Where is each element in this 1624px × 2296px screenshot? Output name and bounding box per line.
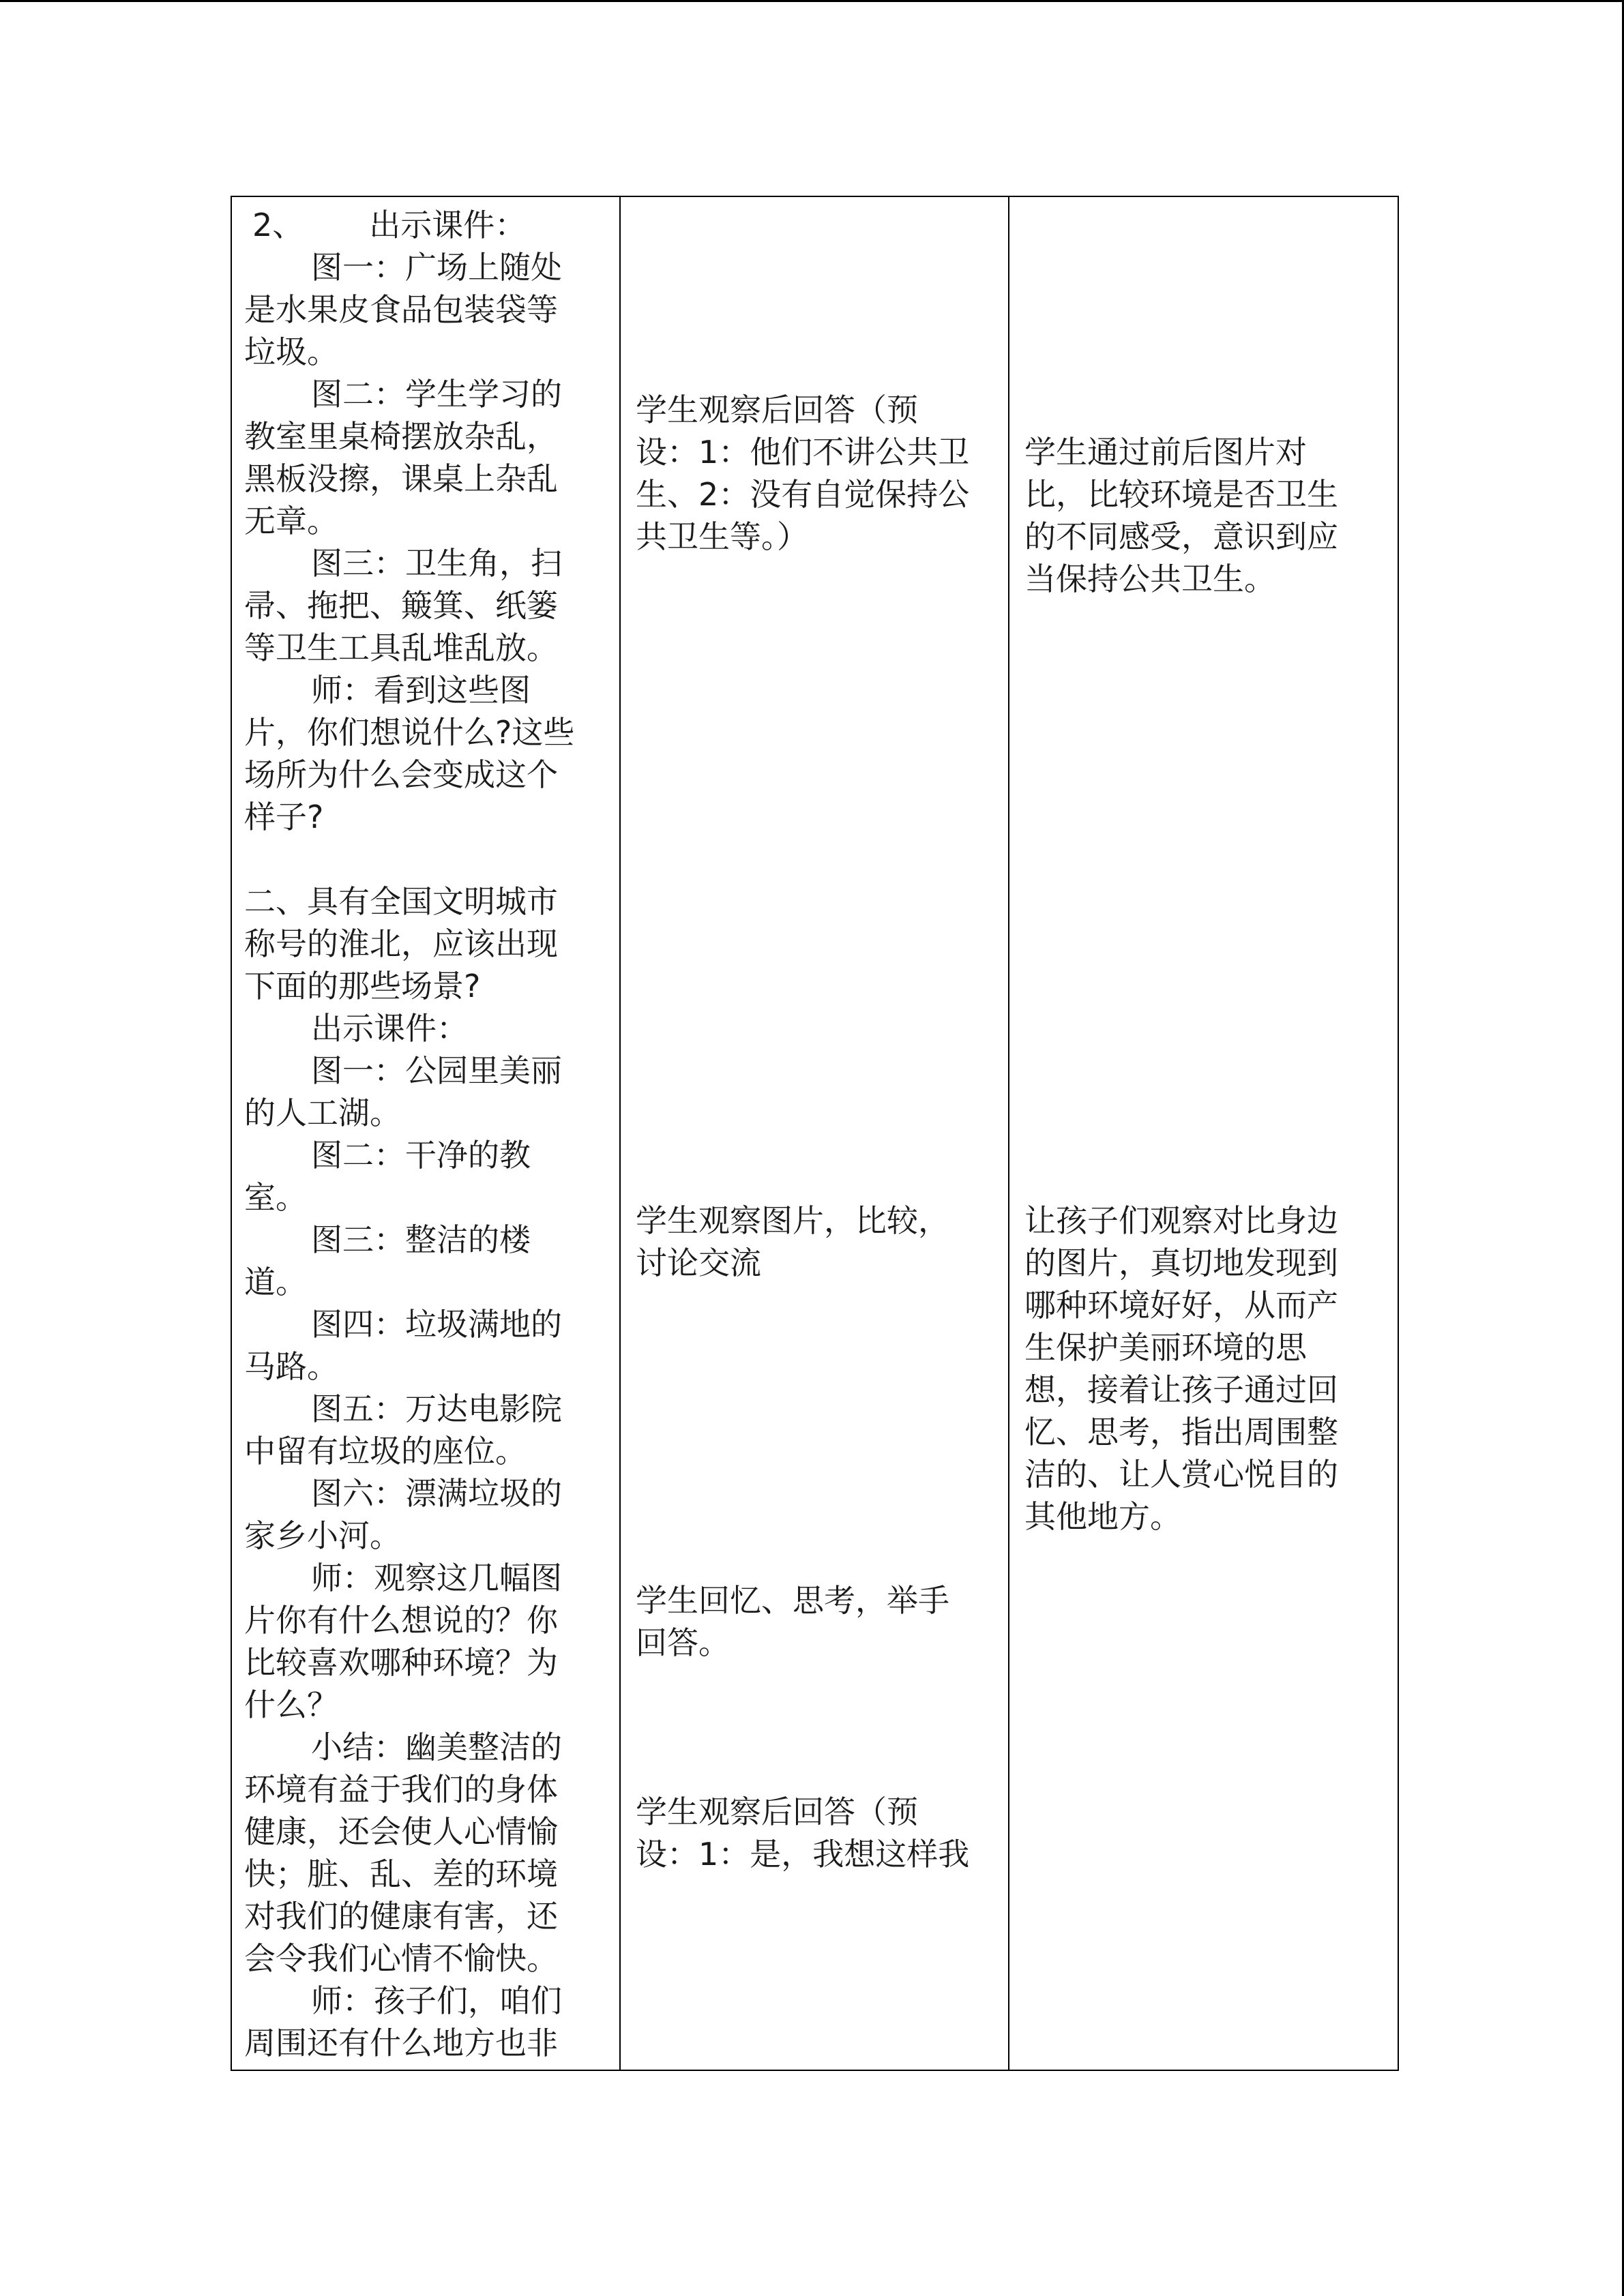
text-line: 的图片，真切地发现到 bbox=[1024, 1244, 1338, 1281]
text-line: 周围还有什么地方也非 bbox=[244, 2025, 558, 2061]
text-line: 的人工湖。 bbox=[244, 1094, 401, 1131]
paragraph-start-line: 图四：垃圾满地的 bbox=[311, 1306, 562, 1343]
text-line: 当保持公共卫生。 bbox=[1024, 561, 1275, 597]
text-line: 讨论交流 bbox=[636, 1244, 761, 1281]
text-line: 样子? bbox=[244, 799, 324, 835]
text-line: 健康，还会使人心情愉 bbox=[244, 1813, 558, 1850]
paragraph-start-line: 图六：漂满垃圾的 bbox=[311, 1475, 562, 1512]
text-line: 对我们的健康有害，还 bbox=[244, 1898, 558, 1935]
text-line: 学生观察图片，比较， bbox=[636, 1202, 949, 1239]
text-line: 中留有垃圾的座位。 bbox=[244, 1433, 527, 1470]
table-row bbox=[231, 196, 1398, 2070]
text-line bbox=[244, 838, 603, 880]
text-line: 下面的那些场景? bbox=[244, 968, 481, 1004]
paragraph-start-line: 图五：万达电影院 bbox=[311, 1390, 562, 1427]
text-line: 学生通过前后图片对 bbox=[1024, 434, 1307, 471]
text-line: 场所为什么会变成这个 bbox=[244, 756, 558, 793]
text-line: 教室里桌椅摆放杂乱， bbox=[244, 418, 558, 455]
text-line: 什么？ bbox=[244, 1686, 338, 1723]
text-line: 忆、思考，指出周围整 bbox=[1024, 1414, 1338, 1450]
paragraph-start-line: 图三：整洁的楼 bbox=[311, 1221, 531, 1258]
text-line: 环境有益于我们的身体 bbox=[244, 1771, 558, 1808]
text-line: 二、具有全国文明城市 bbox=[244, 883, 558, 920]
paragraph-start-line: 师：观察这几幅图 bbox=[311, 1560, 562, 1596]
student-response-block bbox=[636, 1199, 994, 1284]
student-activity-cell bbox=[620, 196, 1009, 2070]
text-line: 想，接着让孩子通过回 bbox=[1024, 1371, 1338, 1408]
text-line: 共卫生等。） bbox=[636, 518, 808, 555]
text-line: 是水果皮食品包装袋等 bbox=[244, 291, 558, 328]
text-line: 片，你们想说什么?这些 bbox=[244, 714, 575, 751]
teacher-activity-text bbox=[244, 204, 603, 2064]
text-line: 称号的淮北，应该出现 bbox=[244, 925, 558, 962]
text-line: 马路。 bbox=[244, 1348, 338, 1385]
paragraph-start-line: 师：看到这些图 bbox=[311, 672, 531, 709]
text-line: 生、2：没有自觉保持公 bbox=[636, 476, 970, 513]
text-line: 哪种环境好好，从而产 bbox=[1024, 1287, 1338, 1324]
student-response-block bbox=[636, 389, 994, 558]
section-heading-text: 出示课件： bbox=[369, 207, 527, 243]
paragraph-start-line: 图一：广场上随处 bbox=[311, 249, 562, 286]
text-line: 回答。 bbox=[636, 1624, 730, 1661]
text-line: 洁的、让人赏心悦目的 bbox=[1024, 1456, 1338, 1493]
student-response-block bbox=[636, 1791, 994, 1875]
text-line: 等卫生工具乱堆乱放。 bbox=[244, 629, 558, 666]
teacher-activity-cell bbox=[231, 196, 620, 2070]
text-line: 快；脏、乱、差的环境 bbox=[244, 1855, 558, 1892]
paragraph-start-line: 出示课件： bbox=[311, 1010, 468, 1047]
text-line: 无章。 bbox=[244, 503, 338, 539]
text-line: 学生观察后回答（预 bbox=[636, 391, 918, 428]
text-line: 生保护美丽环境的思 bbox=[1024, 1329, 1307, 1366]
paragraph-start-line: 图二：干净的教 bbox=[311, 1137, 531, 1174]
text-line: 垃圾。 bbox=[244, 333, 338, 370]
lesson-plan-table bbox=[231, 196, 1399, 2071]
text-line: 学生回忆、思考，举手 bbox=[636, 1582, 949, 1619]
text-line: 黑板没擦，课桌上杂乱 bbox=[244, 460, 558, 497]
paragraph-start-line: 图一：公园里美丽 bbox=[311, 1052, 562, 1089]
paragraph-start-line: 图三：卫生角，扫 bbox=[311, 545, 562, 582]
section-number: 2、 bbox=[252, 207, 304, 243]
design-intent-block bbox=[1024, 1199, 1384, 1538]
text-line: 比较喜欢哪种环境？为 bbox=[244, 1644, 558, 1681]
text-line: 室。 bbox=[244, 1179, 307, 1216]
design-intent-cell bbox=[1009, 196, 1398, 2070]
text-line: 比，比较环境是否卫生 bbox=[1024, 476, 1338, 513]
text-line: 设：1：是，我想这样我 bbox=[636, 1836, 970, 1873]
text-line: 让孩子们观察对比身边 bbox=[1024, 1202, 1338, 1239]
text-line: 设：1：他们不讲公共卫 bbox=[636, 434, 970, 471]
text-line: 片你有什么想说的？你 bbox=[244, 1602, 558, 1639]
text-line: 家乡小河。 bbox=[244, 1517, 401, 1554]
text-line: 学生观察后回答（预 bbox=[636, 1793, 918, 1830]
text-line: 道。 bbox=[244, 1264, 307, 1300]
paragraph-start-line: 图二：学生学习的 bbox=[311, 376, 562, 413]
student-response-block bbox=[636, 1579, 994, 1664]
text-line: 帚、拖把、簸箕、纸篓 bbox=[244, 587, 558, 624]
text-line: 其他地方。 bbox=[1024, 1498, 1181, 1535]
paragraph-start-line: 师：孩子们，咱们 bbox=[311, 1982, 562, 2019]
text-line: 的不同感受，意识到应 bbox=[1024, 518, 1338, 555]
section-heading bbox=[244, 204, 603, 246]
paragraph-start-line: 小结：幽美整洁的 bbox=[311, 1729, 562, 1765]
design-intent-block bbox=[1024, 431, 1384, 600]
text-line: 会令我们心情不愉快。 bbox=[244, 1940, 558, 1977]
